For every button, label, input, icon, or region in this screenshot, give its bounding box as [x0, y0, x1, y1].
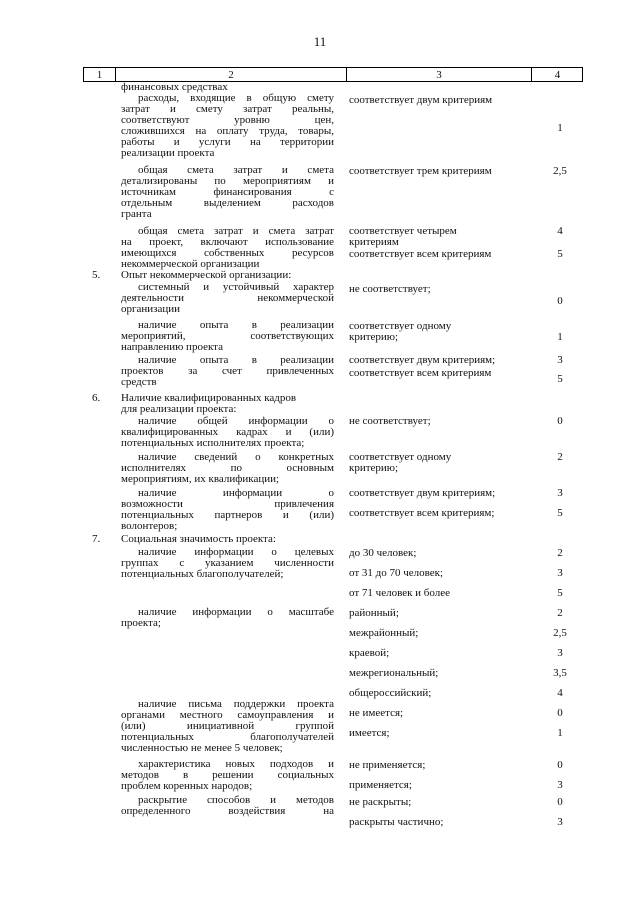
description-line: проблем коренных народов;	[121, 780, 253, 792]
score-value: 1	[557, 727, 563, 739]
description-line: волонтеров;	[121, 520, 178, 532]
criterion-text: не соответствует;	[349, 283, 431, 295]
criterion-text: общероссийский;	[349, 687, 432, 699]
criterion-text: не применяется;	[349, 759, 426, 771]
section-number: 5.	[92, 269, 101, 281]
description-line: исполнителях по основным	[121, 462, 334, 474]
section-heading: Наличие квалифицированных кадров	[121, 392, 297, 404]
score-value: 3	[557, 354, 563, 366]
description-line: наличие письма поддержки проекта	[138, 698, 334, 710]
description-line: средств	[121, 376, 157, 388]
description-line: затрат и смету затрат реальны,	[121, 103, 334, 115]
description-line: наличие сведений о конкретных	[138, 451, 334, 463]
description-line: наличие информации о масштабе	[138, 606, 334, 618]
description-line: методов в решении социальных	[121, 769, 334, 781]
criterion-text: от 71 человек и более	[349, 587, 451, 599]
description-line: некоммерческой организации	[121, 258, 260, 270]
description-line: имеющихся собственных ресурсов	[121, 247, 334, 259]
section-number: 6.	[92, 392, 101, 404]
score-value: 0	[557, 796, 563, 808]
score-value: 1	[557, 122, 563, 134]
criterion-text: от 31 до 70 человек;	[349, 567, 444, 579]
score-value: 5	[557, 587, 563, 599]
score-value: 4	[557, 687, 563, 699]
criterion-text: не имеется;	[349, 707, 404, 719]
score-value: 2,5	[553, 165, 567, 177]
description-line: наличие информации о	[138, 487, 334, 499]
section-number: 7.	[92, 533, 101, 545]
description-line: квалифицированных кадрах и (или)	[121, 426, 334, 438]
description-line: соответствуют уровню цен,	[121, 114, 334, 126]
criterion-text: применяется;	[349, 779, 412, 791]
criterion-text: соответствует двум критериям;	[349, 487, 496, 499]
criterion-text: районный;	[349, 607, 399, 619]
score-value: 5	[557, 248, 563, 260]
description-line: характеристика новых подходов и	[138, 758, 334, 770]
score-value: 0	[557, 707, 563, 719]
description-line: наличие опыта в реализации	[138, 319, 334, 331]
header-col-4: 4	[554, 69, 561, 81]
description-line: общая смета затрат и смета затрат	[138, 225, 334, 237]
description-line: мероприятиям, их квалификации;	[121, 473, 280, 485]
description-line: проекта;	[121, 617, 161, 629]
criterion-text: соответствует двум критериям	[349, 94, 493, 106]
criterion-text: не соответствует;	[349, 415, 431, 427]
description-line: наличие опыта в реализации	[138, 354, 334, 366]
section-heading: Опыт некоммерческой организации:	[121, 269, 292, 281]
description-line: деятельности некоммерческой	[121, 292, 334, 304]
criterion-text: соответствует всем критериям	[349, 367, 492, 379]
description-line: источникам финансирования с	[121, 186, 334, 198]
description-line: наличие информации о целевых	[138, 546, 334, 558]
criterion-text: межрайонный;	[349, 627, 419, 639]
score-value: 3	[557, 567, 563, 579]
description-line: финансовых средствах	[121, 81, 228, 93]
description-line: на проект, включают использование	[121, 236, 334, 248]
page-number: 11	[313, 34, 327, 49]
score-value: 3,5	[553, 667, 567, 679]
score-value: 3	[557, 816, 563, 828]
description-line: гранта	[121, 208, 152, 220]
description-line: детализированы по мероприятиям и	[121, 175, 334, 187]
criterion-text: соответствует одному	[349, 320, 452, 332]
description-line: организации	[121, 303, 181, 315]
description-line: общая смета затрат и смета	[138, 164, 334, 176]
description-line: работы и услуги на территории	[121, 136, 334, 148]
criterion-text: не раскрыты;	[349, 796, 412, 808]
description-line: потенциальных благополучателей	[121, 731, 334, 743]
score-value: 4	[557, 225, 563, 237]
description-line: (или) инициативной группой	[121, 720, 334, 732]
criterion-text: соответствует всем критериям;	[349, 507, 495, 519]
score-value: 0	[557, 415, 563, 427]
table-header-row	[83, 67, 583, 82]
score-value: 2	[557, 451, 563, 463]
criterion-text: краевой;	[349, 647, 390, 659]
section-heading: для реализации проекта:	[121, 403, 237, 415]
criterion-text: критерию;	[349, 462, 399, 474]
score-value: 5	[557, 507, 563, 519]
criterion-text: имеется;	[349, 727, 390, 739]
score-value: 3	[557, 487, 563, 499]
description-line: возможности привлечения	[121, 498, 334, 510]
description-line: группах с указанием численности	[121, 557, 334, 569]
criterion-text: соответствует одному	[349, 451, 452, 463]
score-value: 1	[557, 331, 563, 343]
score-value: 3	[557, 647, 563, 659]
score-value: 0	[557, 759, 563, 771]
criterion-text: раскрыты частично;	[349, 816, 444, 828]
header-col-1: 1	[96, 69, 103, 81]
description-line: потенциальных партнеров и (или)	[121, 509, 334, 521]
description-line: мероприятий, соответствующих	[121, 330, 334, 342]
description-line: численностью не менее 5 человек;	[121, 742, 283, 754]
description-line: системный и устойчивый характер	[138, 281, 334, 293]
description-line: реализации проекта	[121, 147, 215, 159]
description-line: раскрытие способов и методов	[138, 794, 334, 806]
score-value: 2	[557, 547, 563, 559]
description-line: сложившихся на оплату труда, товары,	[121, 125, 334, 137]
description-line: наличие общей информации о	[138, 415, 334, 427]
score-value: 2	[557, 607, 563, 619]
criterion-text: соответствует всем критериям	[349, 248, 492, 260]
score-value: 5	[557, 373, 563, 385]
criterion-text: критериям	[349, 236, 399, 248]
description-line: расходы, входящие в общую смету	[138, 92, 334, 104]
header-col-3: 3	[436, 69, 442, 81]
description-line: направлению проекта	[121, 341, 223, 353]
section-heading: Социальная значимость проекта:	[121, 533, 276, 545]
criterion-text: до 30 человек;	[349, 547, 417, 559]
criterion-text: соответствует трем критериям	[349, 165, 492, 177]
description-line: потенциальных благополучателей;	[121, 568, 284, 580]
description-line: отдельным выделением расходов	[121, 197, 334, 209]
criterion-text: межрегиональный;	[349, 667, 439, 679]
criterion-text: критерию;	[349, 331, 399, 343]
score-value: 3	[557, 779, 563, 791]
description-line: определенного воздействия на	[121, 805, 334, 817]
header-col-2: 2	[228, 69, 234, 81]
description-line: потенциальных исполнителях проекта;	[121, 437, 305, 449]
description-line: проектов за счет привлеченных	[121, 365, 334, 377]
criterion-text: соответствует четырем	[349, 225, 457, 237]
score-value: 2,5	[553, 627, 567, 639]
score-value: 0	[557, 295, 563, 307]
description-line: органами местного самоуправления и	[121, 709, 334, 721]
criterion-text: соответствует двум критериям;	[349, 354, 496, 366]
